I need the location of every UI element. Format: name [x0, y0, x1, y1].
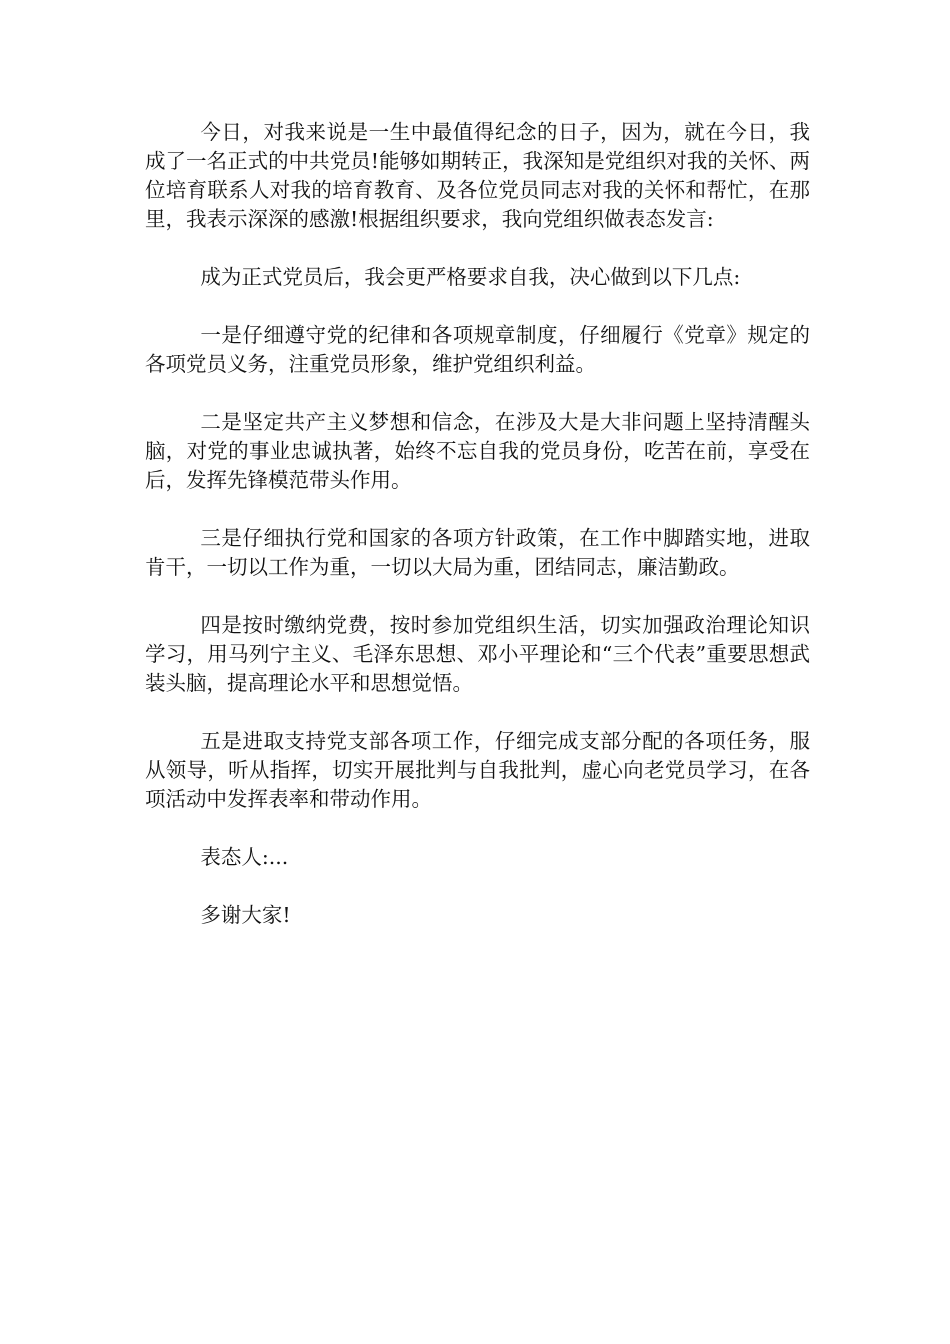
paragraph-point-5: 五是进取支持党支部各项工作，仔细完成支部分配的各项任务，服从领导，听从指挥，切实开展批判与自我批判，虚心向老党员学习，在各项活动中发挥表率和带动作用。: [145, 729, 810, 811]
paragraph-point-2: 二是坚定共产主义梦想和信念，在涉及大是大非问题上坚持清醒头脑，对党的事业忠诚执著，始终不忘自我的党员身份，吃苦在前，享受在后，发挥先锋模范带头作用。: [145, 410, 810, 492]
paragraph-intro: 今日，对我来说是一生中最值得纪念的日子，因为，就在今日，我成了一名正式的中共党员!能够如期转正，我深知是党组织对我的关怀、两位培育联系人对我的培育教育、及各位党员同志对我的关怀和帮忙，在那里，我表示深深的感激!根据组织要求，我向党组织做表态发言:: [145, 120, 810, 231]
closing-thanks: 多谢大家!: [200, 903, 291, 927]
paragraph-resolution: 成为正式党员后，我会更严格要求自我，决心做到以下几点:: [200, 265, 741, 289]
paragraph-point-4: 四是按时缴纳党费，按时参加党组织生活，切实加强政治理论知识学习，用马列宁主义、毛泽东思想、邓小平理论和“三个代表”重要思想武装头脑，提高理论水平和思想觉悟。: [145, 613, 810, 695]
paragraph-point-1: 一是仔细遵守党的纪律和各项规章制度，仔细履行《党章》规定的各项党员义务，注重党员形象，维护党组织利益。: [145, 323, 810, 376]
signature-line: 表态人:...: [200, 845, 289, 869]
document-body: [145, 118, 810, 959]
paragraph-point-3: 三是仔细执行党和国家的各项方针政策，在工作中脚踏实地，进取肯干，一切以工作为重，一切以大局为重，团结同志，廉洁勤政。: [145, 526, 810, 579]
